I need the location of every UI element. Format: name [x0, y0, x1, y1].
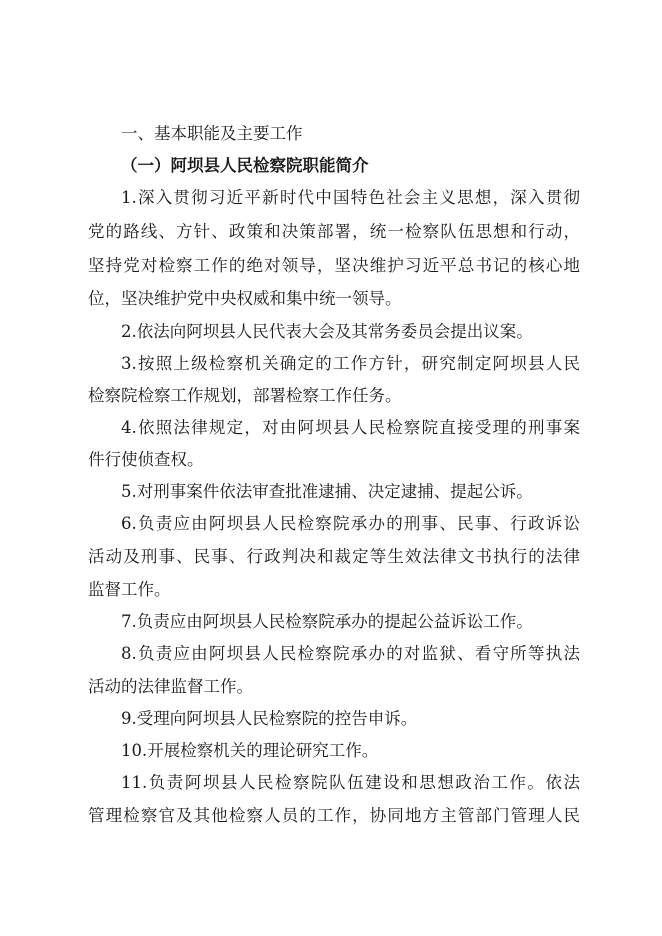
paragraph-line: 活动及刑事、民事、行政判决和裁定等生效法律文书执行的法律 [88, 547, 580, 566]
paragraph-line: 监督工作。 [88, 580, 171, 599]
paragraph-line: 坚持党对检察工作的绝对领导，坚决维护习近平总书记的核心地 [88, 256, 580, 275]
paragraph-line: 管理检察官及其他检察人员的工作，协同地方主管部门管理人民 [88, 806, 580, 825]
paragraph-line: 6.负责应由阿坝县人民检察院承办的刑事、民事、行政诉讼 [121, 514, 580, 533]
paragraph-line: 3.按照上级检察机关确定的工作方针，研究制定阿坝县人民 [121, 354, 580, 373]
paragraph-line: 2.依法向阿坝县人民代表大会及其常务委员会提出议案。 [121, 322, 533, 341]
paragraph-line: 8.负责应由阿坝县人民检察院承办的对监狱、看守所等执法 [121, 644, 580, 663]
section-heading: 一、基本职能及主要工作 [121, 124, 303, 143]
subsection-heading: （一）阿坝县人民检察院职能简介 [121, 156, 369, 175]
paragraph-line: 活动的法律监督工作。 [88, 677, 253, 696]
paragraph-line: 9.受理向阿坝县人民检察院的控告申诉。 [121, 709, 418, 728]
paragraph-line: 10.开展检察机关的理论研究工作。 [121, 741, 379, 760]
paragraph-line: 5.对刑事案件依法审查批准逮捕、决定逮捕、提起公诉。 [121, 482, 533, 501]
paragraph-line: 件行使侦查权。 [88, 450, 204, 469]
paragraph-line: 11.负责阿坝县人民检察院队伍建设和思想政治工作。依法 [121, 773, 580, 792]
paragraph-line: 7.负责应由阿坝县人民检察院承办的提起公益诉讼工作。 [121, 612, 533, 631]
paragraph-line: 位，坚决维护党中央权威和集中统一领导。 [88, 289, 402, 308]
paragraph-line: 党的路线、方针、政策和决策部署，统一检察队伍思想和行动， [88, 222, 580, 241]
paragraph-line: 4.依照法律规定，对由阿坝县人民检察院直接受理的刑事案 [121, 418, 580, 437]
paragraph-line: 1.深入贯彻习近平新时代中国特色社会主义思想，深入贯彻 [121, 188, 580, 207]
paragraph-line: 检察院检察工作规划，部署检察工作任务。 [88, 386, 402, 405]
